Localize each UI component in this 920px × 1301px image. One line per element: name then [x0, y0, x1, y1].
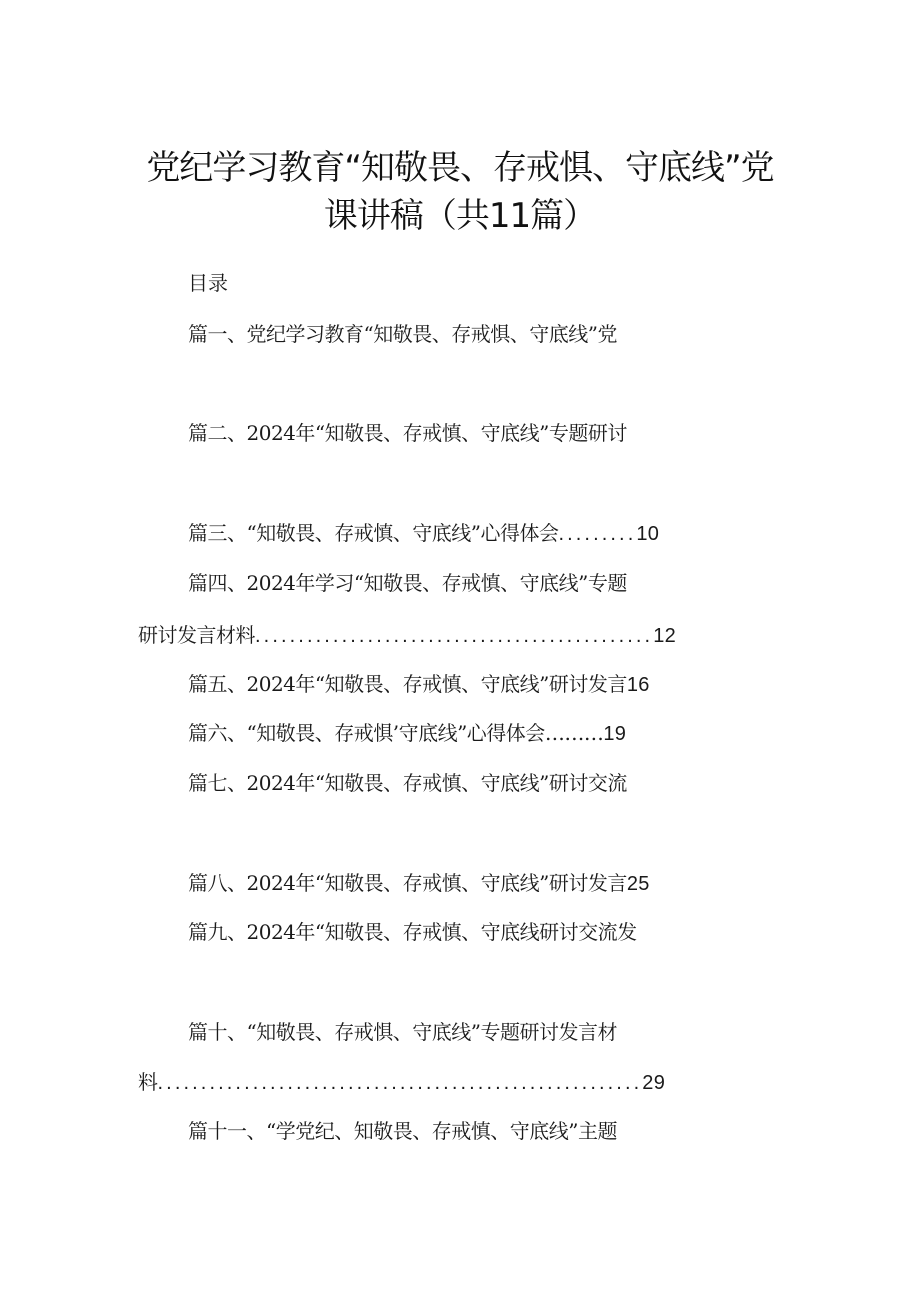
- toc-entry-text: 篇四、2024年学习“知敬畏、存戒慎、守底线”专题: [188, 571, 627, 595]
- toc-entry-6[interactable]: [188, 717, 626, 746]
- toc-entry-11[interactable]: [188, 1115, 617, 1144]
- toc-entry-8[interactable]: [188, 867, 650, 896]
- toc-dot-leader: ………: [544, 721, 604, 745]
- toc-entry-7[interactable]: [188, 767, 627, 796]
- toc-dot-leader: .........: [558, 523, 637, 545]
- toc-entry-text: 篇十、“知敬畏、存戒惧、守底线”专题研讨发言材: [188, 1020, 617, 1044]
- toc-page-number: 16: [626, 674, 650, 696]
- toc-entry-text: 篇二、2024年“知敬畏、存戒慎、守底线”专题研讨: [188, 421, 627, 445]
- toc-entry-text: 篇五、2024年“知敬畏、存戒慎、守底线”研讨发言: [188, 672, 627, 696]
- toc-entry-9[interactable]: [188, 916, 637, 945]
- toc-dot-leader: ..............................................: [255, 625, 654, 647]
- toc-entry-text: 篇九、2024年“知敬畏、存戒慎、守底线研讨交流发: [188, 920, 637, 944]
- toc-entry-5[interactable]: [188, 668, 650, 697]
- toc-page-number: 25: [626, 873, 650, 895]
- toc-entry-text: 篇六、“知敬畏、存戒惧’守底线”心得体会: [188, 721, 545, 745]
- toc-entry-text: 料: [138, 1070, 158, 1094]
- toc-entry-text: 篇三、“知敬畏、存戒慎、守底线”心得体会: [188, 521, 559, 545]
- toc-entry-4-continuation[interactable]: [138, 619, 676, 648]
- document-title-line-2: 课讲稿（共11篇）: [323, 196, 597, 236]
- toc-entry-4[interactable]: [188, 567, 627, 596]
- toc-entry-text: 研讨发言材料: [138, 623, 255, 647]
- toc-heading: 目录: [188, 271, 228, 295]
- toc-page-number: 29: [642, 1072, 666, 1094]
- toc-page-number: 19: [603, 723, 627, 745]
- toc-entry-text: 篇一、党纪学习教育“知敬畏、存戒惧、守底线”党: [188, 322, 617, 346]
- toc-page-number: 12: [653, 625, 677, 647]
- toc-entry-text: 篇十一、“学党纪、知敬畏、存戒慎、守底线”主题: [188, 1119, 617, 1143]
- toc-dot-leader: ........................................................: [157, 1072, 643, 1094]
- document-title-line-1: 党纪学习教育“知敬畏、存戒惧、守底线”党: [146, 148, 774, 188]
- toc-entry-3[interactable]: [188, 517, 659, 546]
- toc-entry-2[interactable]: [188, 417, 627, 446]
- toc-entry-10-continuation[interactable]: [138, 1066, 665, 1095]
- toc-entry-text: 篇八、2024年“知敬畏、存戒慎、守底线”研讨发言: [188, 871, 627, 895]
- toc-page-number: 10: [636, 523, 660, 545]
- toc-entry-1[interactable]: [188, 318, 617, 347]
- toc-entry-10[interactable]: [188, 1016, 617, 1045]
- toc-entry-text: 篇七、2024年“知敬畏、存戒慎、守底线”研讨交流: [188, 771, 627, 795]
